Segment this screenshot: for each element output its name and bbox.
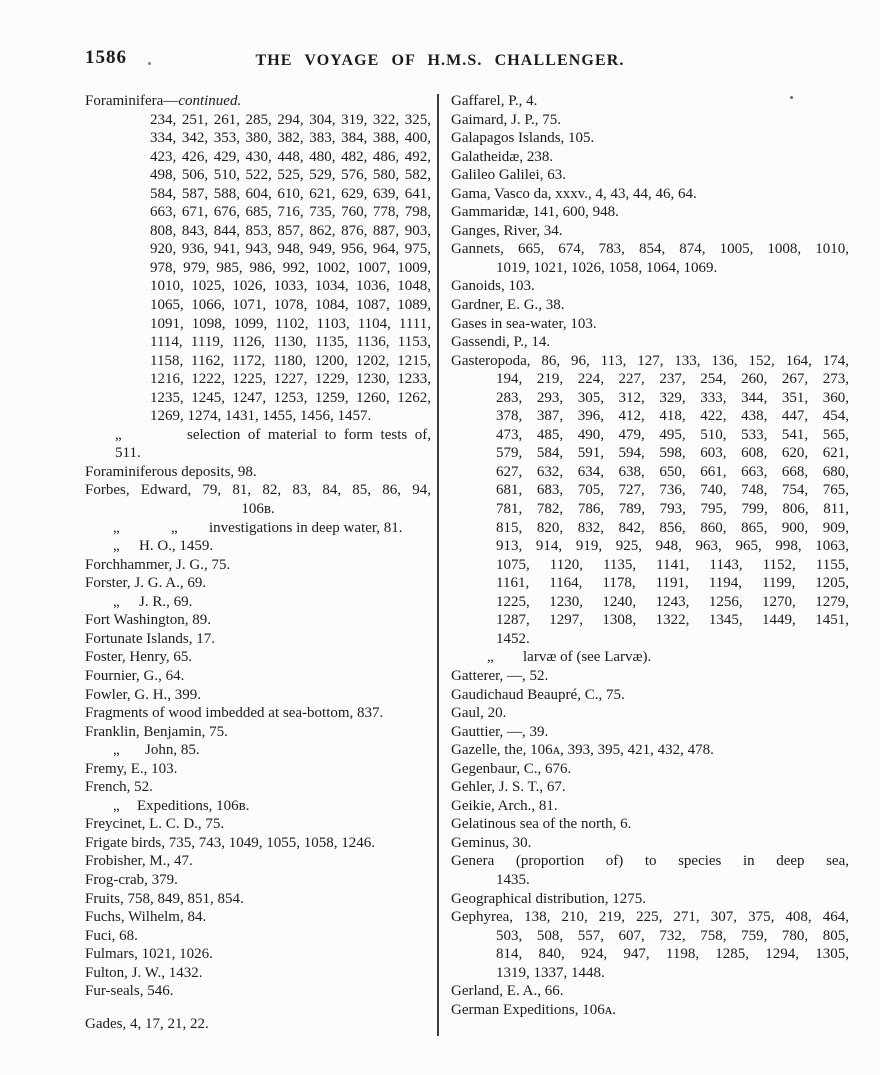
index-text: Gammaridæ, 141, 600, 948. bbox=[451, 204, 619, 221]
index-line bbox=[85, 871, 431, 890]
index-text: Gades, 4, 17, 21, 22. bbox=[85, 1015, 209, 1032]
index-line bbox=[85, 426, 431, 463]
index-text: 978, 979, 985, 986, 992, 1002, 1007, 1009, bbox=[150, 259, 431, 276]
index-line bbox=[451, 296, 849, 315]
index-text: Gaul, 20. bbox=[451, 705, 507, 722]
ditto-mark: „ bbox=[487, 649, 494, 666]
index-line bbox=[451, 166, 849, 185]
index-line bbox=[451, 704, 849, 723]
index-text: Fuchs, Wilhelm, 84. bbox=[85, 909, 207, 926]
index-text: Gehler, J. S. T., 67. bbox=[451, 779, 566, 796]
index-line bbox=[85, 352, 431, 371]
index-line bbox=[85, 797, 431, 816]
index-line bbox=[85, 92, 431, 111]
index-line bbox=[451, 333, 849, 352]
index-text: Fur-seals, 546. bbox=[85, 983, 174, 1000]
index-line bbox=[451, 593, 849, 612]
index-text: Freycinet, L. C. D., 75. bbox=[85, 816, 225, 833]
index-text: 503, 508, 557, 607, 732, 758, 759, 780, 805, bbox=[496, 927, 849, 944]
index-text: 234, 251, 261, 285, 294, 304, 319, 322, 325, bbox=[150, 111, 431, 128]
index-text: 423, 426, 429, 430, 448, 480, 482, 486, 492, bbox=[150, 148, 431, 165]
index-text: 1091, 1098, 1099, 1102, 1103, 1104, 1111, bbox=[150, 315, 431, 332]
index-text: Forbes, Edward, 79, 81, 82, 83, 84, 85, 86, 94, bbox=[85, 482, 431, 499]
index-text: H. O., 1459. bbox=[139, 538, 214, 555]
index-text: Franklin, Benjamin, 75. bbox=[85, 723, 228, 740]
index-line bbox=[85, 407, 431, 426]
index-line bbox=[85, 927, 431, 946]
index-line bbox=[85, 834, 431, 853]
index-line bbox=[451, 927, 849, 946]
index-line bbox=[451, 315, 849, 334]
index-line bbox=[85, 778, 431, 797]
index-line bbox=[451, 871, 849, 890]
index-line bbox=[85, 277, 431, 296]
index-text: Foraminifera— bbox=[85, 93, 179, 109]
index-line bbox=[85, 852, 431, 871]
index-text: Fournier, G., 64. bbox=[85, 667, 185, 684]
index-line bbox=[85, 129, 431, 148]
index-text: 579, 584, 591, 594, 598, 603, 608, 620, 621, bbox=[496, 445, 849, 462]
index-text: Gardner, E. G., 38. bbox=[451, 297, 565, 314]
ditto-mark: „ bbox=[115, 426, 122, 443]
index-text: 627, 632, 634, 638, 650, 661, 663, 668, 680, bbox=[496, 463, 849, 480]
index-line bbox=[451, 648, 849, 667]
ditto-mark: „ bbox=[113, 519, 120, 536]
index-line bbox=[85, 815, 431, 834]
index-line bbox=[85, 481, 431, 500]
index-text: Ganges, River, 34. bbox=[451, 222, 563, 239]
index-line bbox=[85, 648, 431, 667]
index-line bbox=[85, 519, 431, 538]
index-line bbox=[451, 630, 849, 649]
index-text: 815, 820, 832, 842, 856, 860, 865, 900, 909, bbox=[496, 519, 849, 536]
index-text: Forchhammer, J. G., 75. bbox=[85, 556, 231, 573]
index-text: Gases in sea-water, 103. bbox=[451, 315, 597, 332]
index-text: Forster, J. G. A., 69. bbox=[85, 575, 207, 592]
ditto-mark: „ bbox=[113, 538, 120, 555]
index-text: German Expeditions, 106ᴀ. bbox=[451, 1001, 617, 1018]
column-divider-rule bbox=[437, 94, 439, 1036]
index-text: Frigate birds, 735, 743, 1049, 1055, 1058, 1246. bbox=[85, 834, 375, 851]
index-line bbox=[85, 222, 431, 241]
index-line bbox=[451, 222, 849, 241]
index-line bbox=[451, 185, 849, 204]
index-text: Fortunate Islands, 17. bbox=[85, 630, 215, 647]
index-text: Fort Washington, 89. bbox=[85, 612, 212, 629]
index-line bbox=[85, 148, 431, 167]
index-text: 1287, 1297, 1308, 1322, 1345, 1449, 1451, bbox=[496, 612, 849, 629]
index-text: 1075, 1120, 1135, 1141, 1143, 1152, 1155, bbox=[496, 556, 849, 573]
index-line bbox=[85, 556, 431, 575]
index-text: Gazelle, the, 106ᴀ, 393, 395, 421, 432, 478. bbox=[451, 742, 714, 759]
index-text: 1065, 1066, 1071, 1078, 1084, 1087, 1089, bbox=[150, 297, 431, 314]
index-text: Gatterer, —, 52. bbox=[451, 667, 549, 684]
ditto-mark: „ bbox=[113, 742, 120, 759]
index-text: continued. bbox=[178, 93, 242, 109]
page-number: 1586 bbox=[85, 47, 127, 68]
index-text: 1161, 1164, 1178, 1191, 1194, 1199, 1205, bbox=[496, 575, 849, 592]
index-text: 781, 782, 786, 789, 793, 795, 799, 806, 811, bbox=[496, 501, 849, 518]
index-text: Fulton, J. W., 1432. bbox=[85, 964, 203, 981]
index-line bbox=[451, 111, 849, 130]
index-line bbox=[451, 574, 849, 593]
index-line bbox=[451, 890, 849, 909]
index-text: Gassendi, P., 14. bbox=[451, 334, 551, 351]
index-text: Genera (proportion of) to species in deep sea, bbox=[451, 853, 849, 870]
index-text: 283, 293, 305, 312, 329, 333, 344, 351, 360, bbox=[496, 389, 849, 406]
index-line bbox=[451, 426, 849, 445]
index-line bbox=[451, 1001, 849, 1020]
index-text: Gaimard, J. P., 75. bbox=[451, 111, 561, 128]
index-text: 920, 936, 941, 943, 948, 949, 956, 964, 975, bbox=[150, 241, 431, 258]
index-line bbox=[85, 166, 431, 185]
index-text: selection of material to form tests of, 511. bbox=[115, 426, 431, 462]
index-text: Gauttier, —, 39. bbox=[451, 723, 549, 740]
index-text: 1235, 1245, 1247, 1253, 1259, 1260, 1262, bbox=[150, 389, 431, 406]
index-text: Gephyrea, 138, 210, 219, 225, 271, 307, 375, 408, 464, bbox=[451, 909, 849, 926]
index-text: 808, 843, 844, 853, 857, 862, 876, 887, 903, bbox=[150, 222, 431, 239]
index-text: 584, 587, 588, 604, 610, 621, 629, 639, 641, bbox=[150, 185, 431, 202]
index-text: Fruits, 758, 849, 851, 854. bbox=[85, 890, 244, 907]
index-line bbox=[85, 945, 431, 964]
index-line bbox=[451, 908, 849, 927]
index-line bbox=[451, 982, 849, 1001]
index-line bbox=[85, 574, 431, 593]
index-line bbox=[85, 704, 431, 723]
index-line bbox=[451, 852, 849, 871]
index-line bbox=[451, 500, 849, 519]
ditto-mark: „ bbox=[171, 519, 178, 536]
index-text: Expeditions, 106ʙ. bbox=[137, 797, 250, 814]
index-line bbox=[85, 593, 431, 612]
index-line bbox=[451, 667, 849, 686]
index-line bbox=[451, 834, 849, 853]
index-text: Fremy, E., 103. bbox=[85, 760, 178, 777]
index-text: Geminus, 30. bbox=[451, 834, 532, 851]
index-line bbox=[451, 741, 849, 760]
index-line bbox=[85, 686, 431, 705]
index-text: Galileo Galilei, 63. bbox=[451, 167, 566, 184]
index-column-left bbox=[85, 92, 431, 1033]
index-line bbox=[451, 92, 849, 111]
index-line bbox=[451, 723, 849, 742]
index-line bbox=[85, 389, 431, 408]
index-line bbox=[451, 203, 849, 222]
index-line bbox=[451, 964, 849, 983]
index-text: Frobisher, M., 47. bbox=[85, 853, 193, 870]
index-line bbox=[451, 240, 849, 259]
index-text: 1225, 1230, 1240, 1243, 1256, 1270, 1279, bbox=[496, 593, 849, 610]
index-line bbox=[451, 370, 849, 389]
running-header-title: THE VOYAGE OF H.M.S. CHALLENGER. bbox=[255, 52, 625, 69]
index-line bbox=[451, 352, 849, 371]
index-line bbox=[451, 556, 849, 575]
index-text: Galapagos Islands, 105. bbox=[451, 130, 595, 147]
index-line bbox=[451, 259, 849, 278]
index-line bbox=[451, 945, 849, 964]
index-line bbox=[85, 741, 431, 760]
index-text: 498, 506, 510, 522, 525, 529, 576, 580, 582, bbox=[150, 167, 431, 184]
index-text: Gama, Vasco da, xxxv., 4, 43, 44, 46, 64. bbox=[451, 185, 697, 202]
index-column-right bbox=[451, 92, 849, 1019]
index-text: 334, 342, 353, 380, 382, 383, 384, 388, 400, bbox=[150, 130, 431, 147]
index-line bbox=[85, 296, 431, 315]
index-line bbox=[451, 444, 849, 463]
index-line bbox=[85, 723, 431, 742]
index-line bbox=[451, 463, 849, 482]
index-line bbox=[451, 389, 849, 408]
index-text: Fuci, 68. bbox=[85, 927, 138, 944]
index-line bbox=[85, 333, 431, 352]
index-text: Gegenbaur, C., 676. bbox=[451, 760, 572, 777]
index-text: J. R., 69. bbox=[139, 593, 193, 610]
index-text: Gelatinous sea of the north, 6. bbox=[451, 816, 632, 833]
index-line bbox=[451, 778, 849, 797]
index-text: larvæ of (see Larvæ). bbox=[523, 649, 652, 666]
index-text: 1158, 1162, 1172, 1180, 1200, 1202, 1215, bbox=[150, 352, 431, 369]
index-text: 194, 219, 224, 227, 237, 254, 260, 267, 273, bbox=[496, 371, 849, 388]
index-line bbox=[85, 537, 431, 556]
index-line bbox=[85, 760, 431, 779]
index-text: 1319, 1337, 1448. bbox=[496, 964, 605, 981]
index-text: 473, 485, 490, 479, 495, 510, 533, 541, 565, bbox=[496, 426, 849, 443]
index-text: French, 52. bbox=[85, 779, 153, 796]
index-text: 1269, 1274, 1431, 1455, 1456, 1457. bbox=[150, 408, 372, 425]
index-text: Gerland, E. A., 66. bbox=[451, 983, 564, 1000]
ditto-mark: „ bbox=[113, 797, 120, 814]
index-line bbox=[85, 964, 431, 983]
index-line bbox=[85, 890, 431, 909]
index-text: Ganoids, 103. bbox=[451, 278, 535, 295]
index-line bbox=[451, 481, 849, 500]
index-text: 663, 671, 676, 685, 716, 735, 760, 778, 798, bbox=[150, 204, 431, 221]
ditto-mark: „ bbox=[113, 593, 120, 610]
index-line bbox=[85, 500, 431, 519]
index-line bbox=[451, 611, 849, 630]
index-line bbox=[85, 315, 431, 334]
index-text: Gaffarel, P., 4. bbox=[451, 93, 538, 109]
index-line bbox=[85, 203, 431, 222]
index-line bbox=[451, 519, 849, 538]
index-line bbox=[85, 370, 431, 389]
index-line bbox=[451, 797, 849, 816]
index-text: Geikie, Arch., 81. bbox=[451, 797, 558, 814]
index-text: Fulmars, 1021, 1026. bbox=[85, 946, 213, 963]
index-text: Fragments of wood imbedded at sea-bottom, 837. bbox=[85, 705, 384, 722]
index-text: Gasteropoda, 86, 96, 113, 127, 133, 136, 152, 164, 174, bbox=[451, 352, 849, 369]
index-text: Fowler, G. H., 399. bbox=[85, 686, 202, 703]
index-text: John, 85. bbox=[145, 742, 200, 759]
index-text: Gaudichaud Beaupré, C., 75. bbox=[451, 686, 625, 703]
index-text: Gannets, 665, 674, 783, 854, 874, 1005, 1008, 1010, bbox=[451, 241, 849, 258]
index-text: 913, 914, 919, 925, 948, 963, 965, 998, 1063, bbox=[496, 538, 849, 555]
index-line bbox=[85, 982, 431, 1001]
index-line bbox=[85, 1001, 431, 1015]
index-line bbox=[85, 611, 431, 630]
index-line bbox=[451, 129, 849, 148]
index-line bbox=[85, 908, 431, 927]
index-text: Geographical distribution, 1275. bbox=[451, 890, 646, 907]
index-text: Frog-crab, 379. bbox=[85, 871, 178, 888]
index-line bbox=[451, 815, 849, 834]
index-text: 1019, 1021, 1026, 1058, 1064, 1069. bbox=[496, 259, 718, 276]
index-line bbox=[451, 686, 849, 705]
index-line bbox=[451, 407, 849, 426]
index-text: 1216, 1222, 1225, 1227, 1229, 1230, 1233, bbox=[150, 371, 431, 388]
index-line bbox=[85, 185, 431, 204]
index-text: 681, 683, 705, 727, 736, 740, 748, 754, 765, bbox=[496, 482, 849, 499]
index-text: 1010, 1025, 1026, 1033, 1034, 1036, 1048, bbox=[150, 278, 431, 295]
index-line bbox=[85, 111, 431, 130]
index-line bbox=[451, 760, 849, 779]
index-text: Foraminiferous deposits, 98. bbox=[85, 463, 257, 480]
index-line bbox=[451, 148, 849, 167]
index-line bbox=[85, 463, 431, 482]
index-line bbox=[451, 277, 849, 296]
index-line bbox=[451, 537, 849, 556]
index-text: 814, 840, 924, 947, 1198, 1285, 1294, 1305, bbox=[496, 946, 849, 963]
index-line bbox=[85, 667, 431, 686]
index-text: 1435. bbox=[496, 871, 530, 888]
index-text: investigations in deep water, 81. bbox=[209, 519, 403, 536]
index-line bbox=[85, 1015, 431, 1034]
index-text: 106ʙ. bbox=[241, 501, 275, 518]
index-text: Foster, Henry, 65. bbox=[85, 649, 193, 666]
index-text: 1114, 1119, 1126, 1130, 1135, 1136, 1153, bbox=[150, 334, 431, 351]
index-text: 378, 387, 396, 412, 418, 422, 438, 447, 454, bbox=[496, 408, 849, 425]
index-line bbox=[85, 259, 431, 278]
index-text: Galatheidæ, 238. bbox=[451, 148, 554, 165]
index-line bbox=[85, 240, 431, 259]
index-text: 1452. bbox=[496, 630, 530, 647]
index-line bbox=[85, 630, 431, 649]
